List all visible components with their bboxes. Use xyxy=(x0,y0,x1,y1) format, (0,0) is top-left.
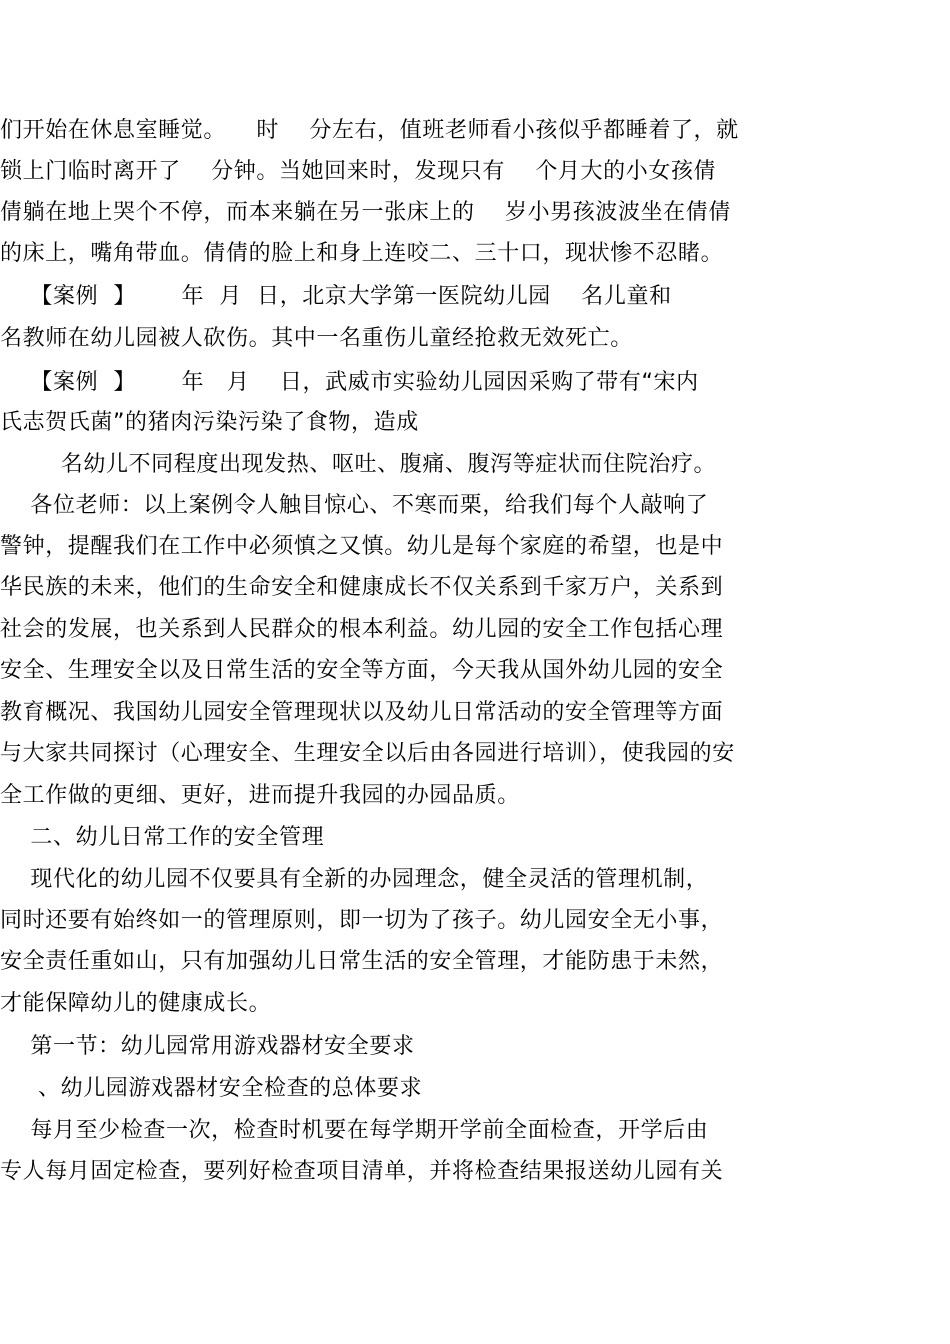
text-line: 警钟，提醒我们在工作中必须慎之又慎。幼儿是每个家庭的希望，也是中 xyxy=(0,534,724,559)
text-line: 专人每月固定检查，要列好检查项目清单，并将检查结果报送幼儿园有关 xyxy=(0,1159,724,1184)
text-line: 安全责任重如山，只有加强幼儿日常生活的安全管理，才能防患于未然， xyxy=(0,949,724,974)
text-line: 【案例 】 年 月 日，北京大学第一医院幼儿园 名儿童和 xyxy=(0,284,672,309)
text-line: 锁上门临时离开了 分钟。当她回来时，发现只有 个月大的小女孩倩 xyxy=(0,159,717,184)
text-line: 现代化的幼儿园不仅要具有全新的办园理念，健全灵活的管理机制， xyxy=(0,867,709,892)
text-line: 教育概况、我国幼儿园安全管理现状以及幼儿日常活动的安全管理等方面 xyxy=(0,700,724,725)
text-line: 全工作做的更细、更好，进而提升我园的办园品质。 xyxy=(0,783,520,808)
text-line: 名幼儿不同程度出现发热、呕吐、腹痛、腹泻等症状而住院治疗。 xyxy=(0,452,717,477)
text-line: 每月至少检查一次，检查时机要在每学期开学前全面检查，开学后由 xyxy=(0,1118,709,1143)
text-line: 倩躺在地上哭个不停，而本来躺在另一张床上的 岁小男孩波波坐在倩倩 xyxy=(0,200,731,225)
text-line: 社会的发展，也关系到人民群众的根本利益。幼儿园的安全工作包括心理 xyxy=(0,617,724,642)
text-line: 氏志贺氏菌”的猪肉污染污染了食物，造成 xyxy=(0,410,419,435)
text-line: 【案例 】 年 月 日，武威市实验幼儿园因采购了带有“宋内 xyxy=(0,370,699,395)
text-line: 华民族的未来，他们的生命安全和健康成长不仅关系到千家万户，关系到 xyxy=(0,575,724,600)
text-line: 们开始在休息室睡觉。 时 分左右，值班老师看小孩似乎都睡着了，就 xyxy=(0,118,739,143)
text-line: 各位老师：以上案例令人触目惊心、不寒而栗，给我们每个人敲响了 xyxy=(0,493,709,518)
text-line: 名教师在幼儿园被人砍伤。其中一名重伤儿童经抢救无效死亡。 xyxy=(0,326,633,351)
text-line: 与大家共同探讨（心理安全、生理安全以后由各园进行培训），使我园的安 xyxy=(0,741,735,766)
section-heading: 二、幼儿日常工作的安全管理 xyxy=(0,825,325,850)
text-line: 安全、生理安全以及日常生活的安全等方面，今天我从国外幼儿园的安全 xyxy=(0,658,724,683)
text-line: 的床上，嘴角带血。倩倩的脸上和身上连咬二、三十口，现状惨不忍睹。 xyxy=(0,241,724,266)
subsection-heading: 、幼儿园游戏器材安全检查的总体要求 xyxy=(0,1076,423,1101)
text-line: 同时还要有始终如一的管理原则，即一切为了孩子。幼儿园安全无小事， xyxy=(0,908,724,933)
section-heading: 第一节：幼儿园常用游戏器材安全要求 xyxy=(0,1034,415,1059)
text-line: 才能保障幼儿的健康成长。 xyxy=(0,991,272,1016)
